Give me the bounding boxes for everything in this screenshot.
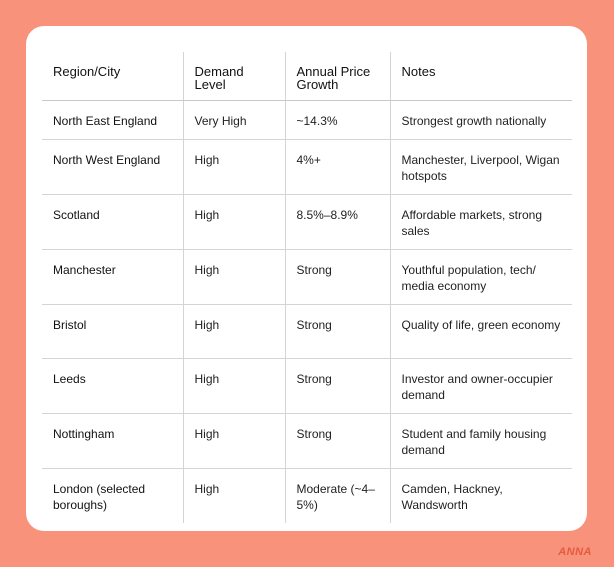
cell-notes: Manchester, Liverpool, Wigan hotspots: [390, 140, 572, 195]
regional-demand-table: [42, 52, 572, 523]
table-row: [42, 414, 572, 469]
cell-region: Bristol: [42, 305, 183, 359]
cell-demand: High: [183, 359, 285, 414]
table-row: [42, 469, 572, 524]
cell-growth: 8.5%–8.9%: [285, 195, 390, 250]
cell-region: Nottingham: [42, 414, 183, 469]
table-card: [26, 26, 587, 531]
cell-notes: Strongest growth nationally: [390, 101, 572, 140]
cell-growth: Strong: [285, 305, 390, 359]
cell-demand: High: [183, 195, 285, 250]
cell-notes: Camden, Hackney, Wandsworth: [401, 482, 503, 512]
cell-growth: ~14.3%: [285, 101, 390, 140]
cell-notes: Investor and owner-occupier demand: [390, 359, 572, 414]
cell-demand: High: [183, 140, 285, 195]
cell-region: North East England: [42, 101, 183, 140]
brand-logo: ANNA: [558, 546, 592, 558]
cell-growth: Strong: [285, 250, 390, 305]
cell-growth: Strong: [285, 359, 390, 414]
table-row: [42, 250, 572, 305]
table-header-row: [42, 52, 572, 101]
cell-demand: High: [183, 250, 285, 305]
cell-demand: High: [183, 469, 285, 524]
cell-region: North West England: [42, 140, 183, 195]
header-demand-level: Demand Level: [183, 52, 285, 101]
header-notes: Notes: [390, 52, 572, 101]
header-region: Region/City: [42, 52, 183, 101]
cell-notes: Youthful population, tech/ media economy: [390, 250, 572, 305]
header-annual-price-growth: Annual Price Growth: [285, 52, 390, 101]
cell-demand: Very High: [183, 101, 285, 140]
cell-notes: Quality of life, green economy: [390, 305, 572, 359]
table-row: [42, 195, 572, 250]
cell-notes: Student and family housing demand: [390, 414, 572, 469]
cell-region: Manchester: [42, 250, 183, 305]
cell-region: London (selected boroughs): [42, 469, 183, 524]
cell-notes: Affordable markets, strong sales: [390, 195, 572, 250]
table-row: [42, 140, 572, 195]
cell-demand: High: [183, 414, 285, 469]
cell-growth: Moderate (~4–5%): [285, 469, 390, 524]
table-row: [42, 359, 572, 414]
cell-demand: High: [183, 305, 285, 359]
cell-region: Scotland: [42, 195, 183, 250]
cell-growth: Strong: [285, 414, 390, 469]
table-row: [42, 101, 572, 140]
cell-region: Leeds: [42, 359, 183, 414]
table-row: [42, 305, 572, 359]
cell-growth: 4%+: [285, 140, 390, 195]
